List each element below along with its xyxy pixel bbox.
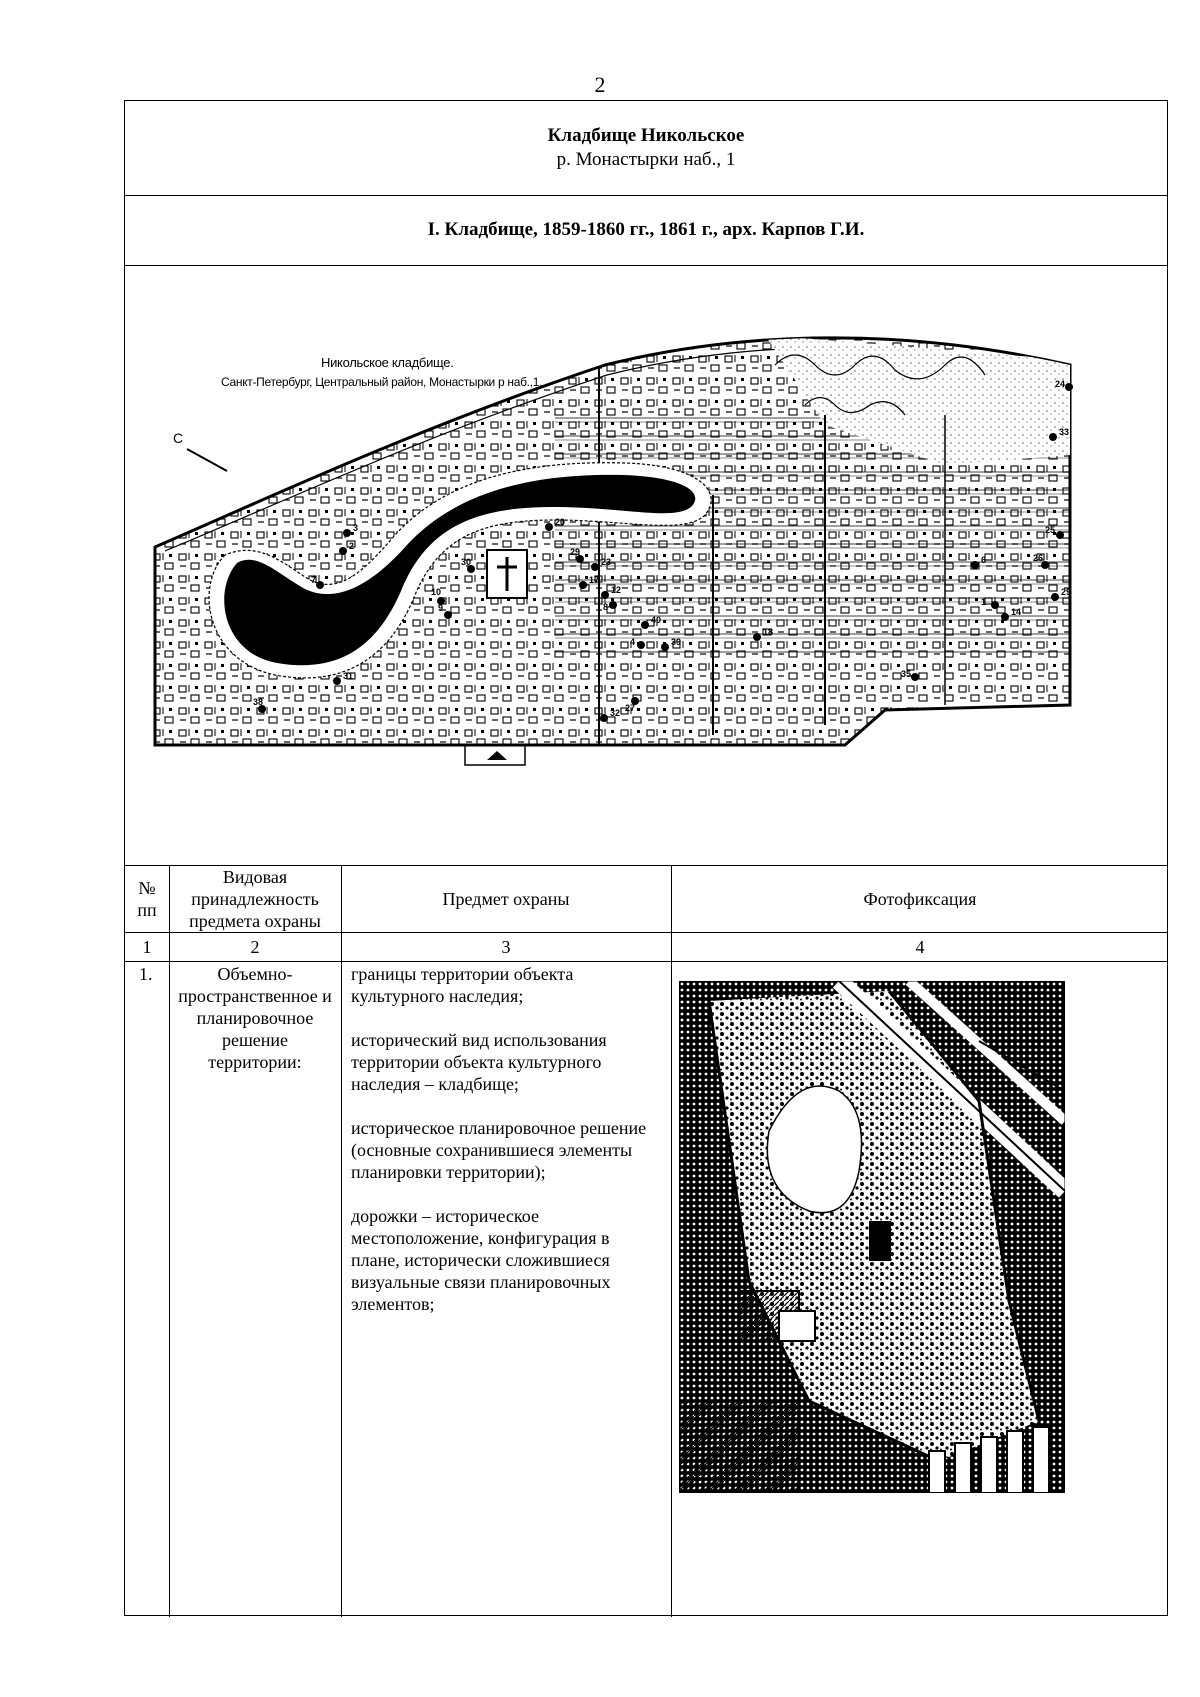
svg-text:14: 14 <box>1011 607 1022 617</box>
aerial-photo <box>679 981 1065 1493</box>
object-title: Кладбище Никольское <box>547 125 745 146</box>
svg-text:39: 39 <box>671 637 682 647</box>
svg-text:4: 4 <box>630 637 636 647</box>
subject-item: исторический вид использования территории объекта культурного наследия – кладбище; <box>351 1030 607 1094</box>
row-subject-list <box>341 963 671 1337</box>
svg-text:32: 32 <box>610 708 621 718</box>
svg-text:9: 9 <box>438 603 444 613</box>
svg-text:29: 29 <box>1061 587 1072 597</box>
svg-text:3: 3 <box>353 523 359 533</box>
header-num: № пп <box>137 877 157 920</box>
header-type: Видовая принадлежность предмета охраны <box>189 866 321 931</box>
row-number: 1. <box>139 964 153 984</box>
svg-text:35: 35 <box>901 669 912 679</box>
svg-text:6: 6 <box>981 555 987 565</box>
svg-text:2: 2 <box>349 541 355 551</box>
svg-text:38: 38 <box>253 697 264 707</box>
svg-text:10: 10 <box>431 587 442 597</box>
svg-text:31: 31 <box>343 671 354 681</box>
column-index: 2 <box>250 936 260 957</box>
column-index: 3 <box>501 936 511 957</box>
svg-text:20: 20 <box>555 517 566 527</box>
svg-text:1: 1 <box>981 597 987 607</box>
svg-text:18: 18 <box>763 627 774 637</box>
map-caption-title: Никольское кладбище. <box>321 355 454 370</box>
header-subject: Предмет охраны <box>442 888 570 909</box>
object-title-block <box>125 101 1167 195</box>
column-divider <box>671 865 672 1617</box>
svg-text:29: 29 <box>570 547 581 557</box>
svg-text:24: 24 <box>1055 379 1066 389</box>
svg-text:30: 30 <box>461 557 472 567</box>
svg-text:8: 8 <box>603 602 609 612</box>
svg-text:7: 7 <box>311 575 317 585</box>
svg-text:40: 40 <box>651 615 662 625</box>
header-photo: Фотофиксация <box>863 888 977 909</box>
svg-text:12: 12 <box>611 585 622 595</box>
divider <box>125 961 1167 962</box>
subject-item: историческое планировочное решение (основные сохранившиеся элементы планировки территории); <box>351 1118 647 1182</box>
svg-text:25: 25 <box>1045 525 1056 535</box>
section-title: I. Кладбище, 1859-1860 гг., 1861 г., арх. Карпов Г.И. <box>427 219 865 240</box>
svg-text:33: 33 <box>1059 427 1070 437</box>
svg-text:С: С <box>173 430 184 446</box>
svg-text:17: 17 <box>589 575 600 585</box>
object-address: р. Монастырки наб., 1 <box>556 149 736 170</box>
svg-text:26: 26 <box>1033 553 1044 563</box>
subject-item: дорожки – историческое местоположение, конфигурация в плане, исторически сложившиеся визуальные связи планировочных элементов; <box>351 1206 611 1314</box>
column-index: 4 <box>915 936 925 957</box>
document-frame <box>124 100 1168 1616</box>
column-index: 1 <box>142 936 152 957</box>
row-type: Объемно-пространственное и планировочное решение территории: <box>178 964 332 1072</box>
subject-item: границы территории объекта культурного наследия; <box>351 964 574 1006</box>
svg-text:23: 23 <box>601 557 612 567</box>
cemetery-plan <box>125 265 1167 865</box>
map-caption-address: Санкт-Петербург, Центральный район, Монастырки р наб.,1. <box>221 375 543 389</box>
page-number: 2 <box>594 72 606 97</box>
cemetery-plan-drawing <box>125 265 1165 865</box>
svg-text:27: 27 <box>625 703 636 713</box>
